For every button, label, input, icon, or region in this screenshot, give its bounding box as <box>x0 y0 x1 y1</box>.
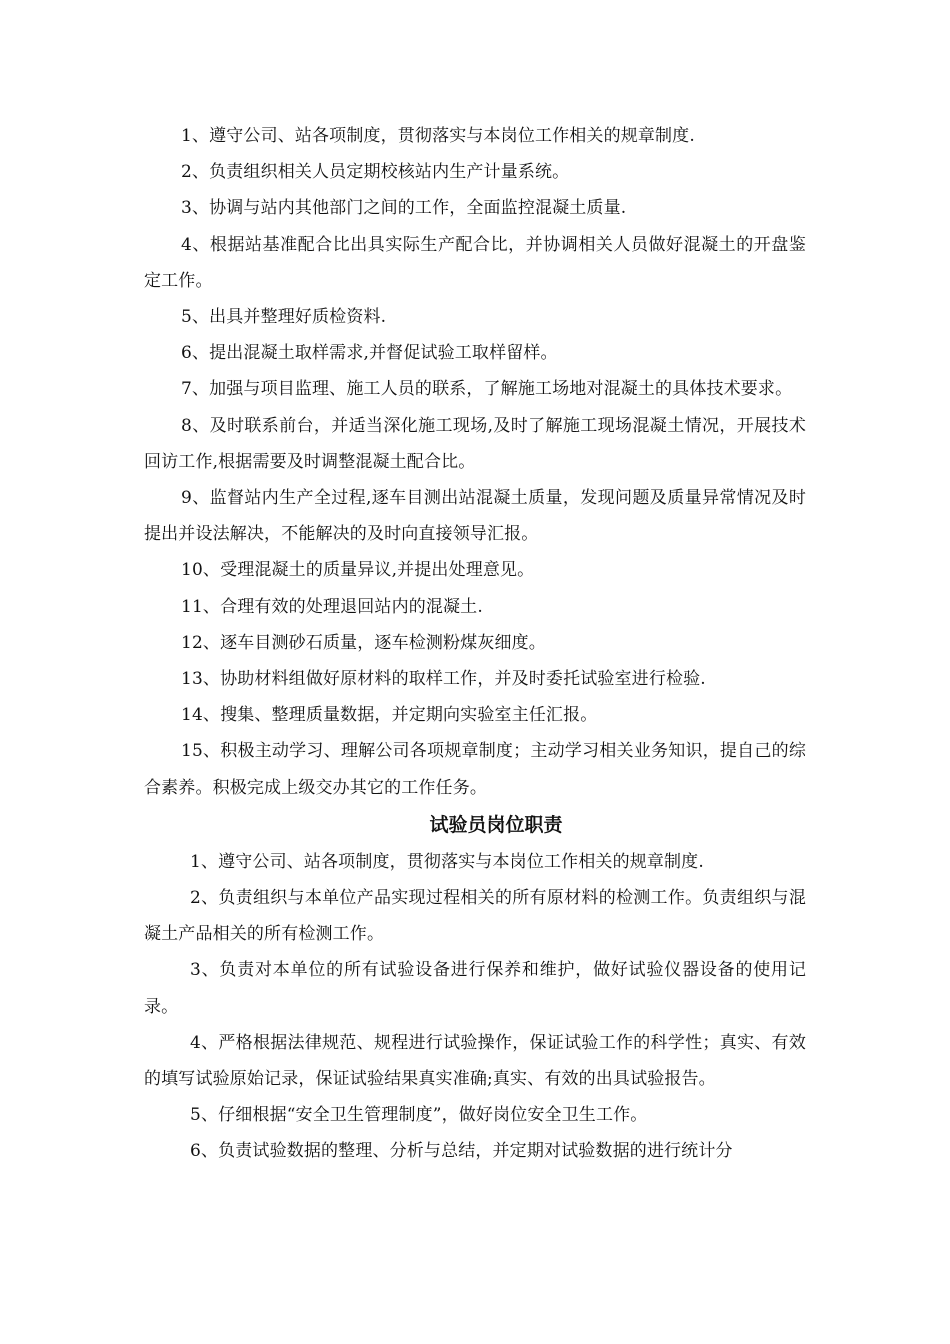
duty-item-1: 1、遵守公司、站各项制度，贯彻落实与本岗位工作相关的规章制度. <box>181 126 695 146</box>
duty-item-14: 14、搜集、整理质量数据，并定期向实验室主任汇报。 <box>181 705 598 726</box>
duty-item-7: 7、加强与项目监理、施工人员的联系，了解施工场地对混凝土的具体技术要求。 <box>181 379 793 400</box>
duty-item-2: 2、负责组织相关人员定期校核站内生产计量系统。 <box>181 162 570 183</box>
section-quality-duties <box>144 118 806 806</box>
duty-item-8: 8、及时联系前台，并适当深化施工现场,及时了解施工现场混凝土情况，开展技术回访工作,根据需要及时调整混凝土配合比。 <box>144 415 806 472</box>
duty-item-13: 13、协助材料组做好原材料的取样工作，并及时委托试验室进行检验. <box>181 669 706 690</box>
duty-item-5: 5、出具并整理好质检资料. <box>181 307 387 328</box>
tester-duty-item-5: 5、仔细根据“安全卫生管理制度”，做好岗位安全卫生工作。 <box>190 1105 648 1126</box>
duty-item-4: 4、根据站基准配合比出具实际生产配合比，并协调相关人员做好混凝土的开盘鉴定工作。 <box>144 234 806 291</box>
duty-item-12: 12、逐车目测砂石质量，逐车检测粉煤灰细度。 <box>181 632 546 653</box>
section-tester-duties <box>144 844 806 1170</box>
tester-duty-item-1: 1、遵守公司、站各项制度，贯彻落实与本岗位工作相关的规章制度. <box>190 851 704 872</box>
duty-item-3: 3、协调与站内其他部门之间的工作，全面监控混凝土质量. <box>181 198 627 219</box>
duty-item-11: 11、合理有效的处理退回站内的混凝土. <box>181 596 483 617</box>
tester-duty-item-2: 2、负责组织与本单位产品实现过程相关的所有原材料的检测工作。负责组织与混凝土产品相关的所有检测工作。 <box>144 888 806 945</box>
duty-item-15: 15、积极主动学习、理解公司各项规章制度；主动学习相关业务知识，提自己的综合素养。积极完成上级交办其它的工作任务。 <box>144 741 806 798</box>
duty-item-10: 10、受理混凝土的质量异议,并提出处理意见。 <box>181 560 535 581</box>
tester-duty-item-6: 6、负责试验数据的整理、分析与总结，并定期对试验数据的进行统计分 <box>190 1141 733 1162</box>
tester-duty-item-3: 3、负责对本单位的所有试验设备进行保养和维护，做好试验仪器设备的使用记录。 <box>144 960 806 1017</box>
tester-duty-item-4: 4、严格根据法律规范、规程进行试验操作，保证试验工作的科学性；真实、有效的填写试验原始记录，保证试验结果真实准确;真实、有效的出具试验报告。 <box>144 1032 806 1090</box>
duty-item-6: 6、提出混凝土取样需求,并督促试验工取样留样。 <box>181 343 558 364</box>
document-body <box>144 118 806 1170</box>
duty-item-9: 9、监督站内生产全过程,逐车目测出站混凝土质量，发现问题及质量异常情况及时提出并设法解决，不能解决的及时向直接领导汇报。 <box>144 488 806 545</box>
section-title-tester-duties: 试验员岗位职责 <box>429 813 563 836</box>
